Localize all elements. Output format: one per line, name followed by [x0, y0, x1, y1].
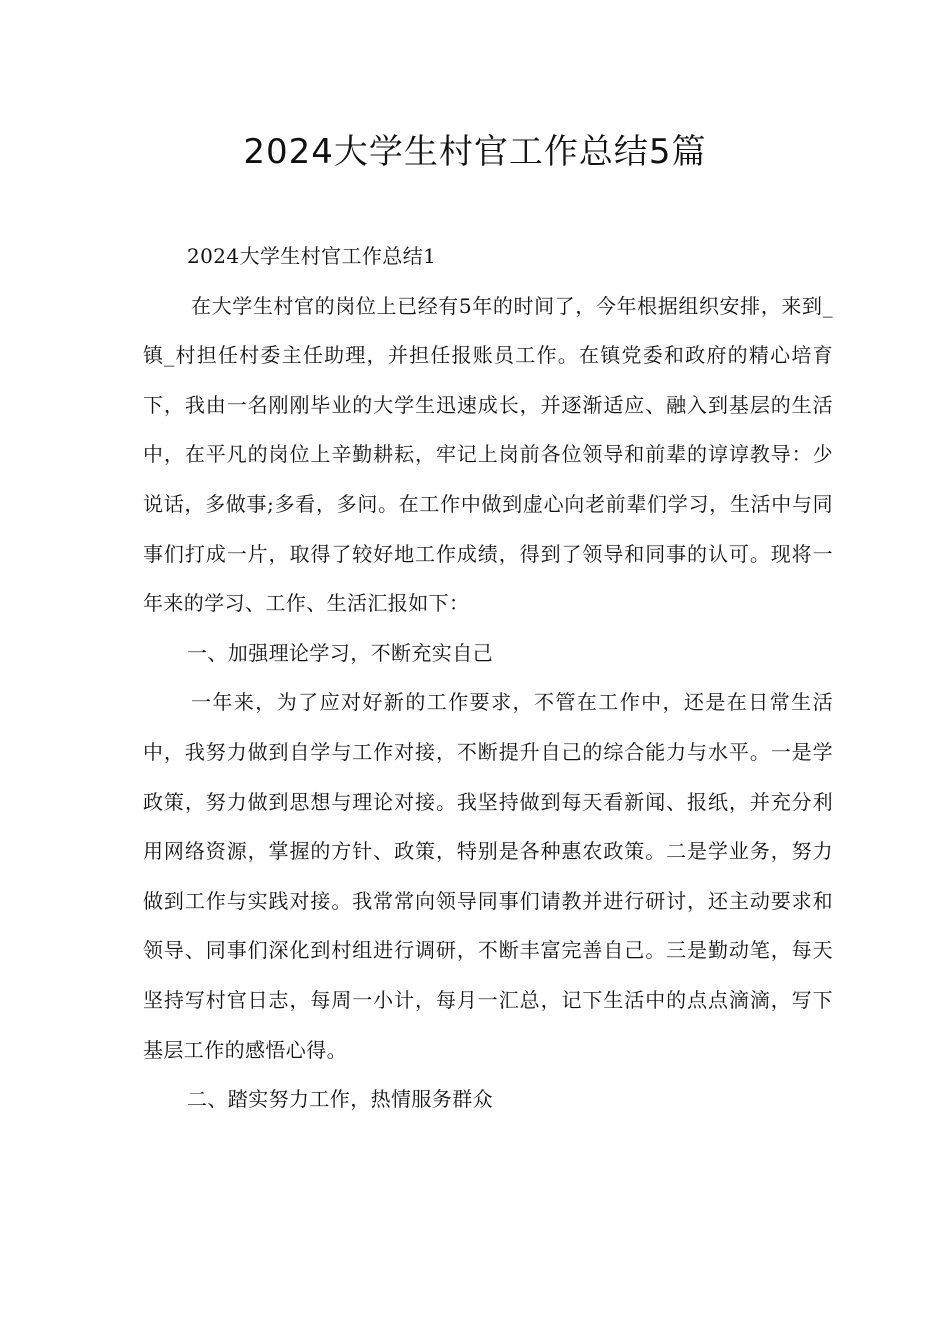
paragraph-intro: 在大学生村官的岗位上已经有5年的时间了，今年根据组织安排，来到_镇_村担任村委主任助理，并担任报账员工作。在镇党委和政府的精心培育下，我由一名刚刚毕业的大学生迅速成长，并逐渐适应、融入到基层的生活中，在平凡的岗位上辛勤耕耘，牢记上岗前各位领导和前辈的谆谆教导：少说话，多做事;多看，多问。在工作中做到虚心向老前辈们学习，生活中与同事们打成一片，取得了较好地工作成绩，得到了领导和同事的认可。现将一年来的学习、工作、生活汇报如下：: [143, 293, 833, 616]
section-heading-1: 一、加强理论学习，不断充实自己: [187, 640, 493, 665]
document-body: [143, 232, 833, 1125]
document-title: 2024大学生村官工作总结5篇: [243, 132, 707, 172]
section-heading-2: 二、踏实努力工作，热情服务群众: [187, 1087, 493, 1112]
section-subtitle: 2024大学生村官工作总结1: [187, 244, 437, 268]
paragraph-study: 一年来，为了应对好新的工作要求，不管在工作中，还是在日常生活中，我努力做到自学与工作对接，不断提升自己的综合能力与水平。一是学政策，努力做到思想与理论对接。我坚持做到每天看新闻、报纸，并充分利用网络资源，掌握的方针、政策，特别是各种惠农政策。二是学业务，努力做到工作与实践对接。我常常向领导同事们请教并进行研讨，还主动要求和领导、同事们深化到村组进行调研，不断丰富完善自己。三是勤动笔，每天坚持写村官日志，每周一小计，每月一汇总，记下生活中的点点滴滴，写下基层工作的感悟心得。: [143, 690, 833, 1062]
